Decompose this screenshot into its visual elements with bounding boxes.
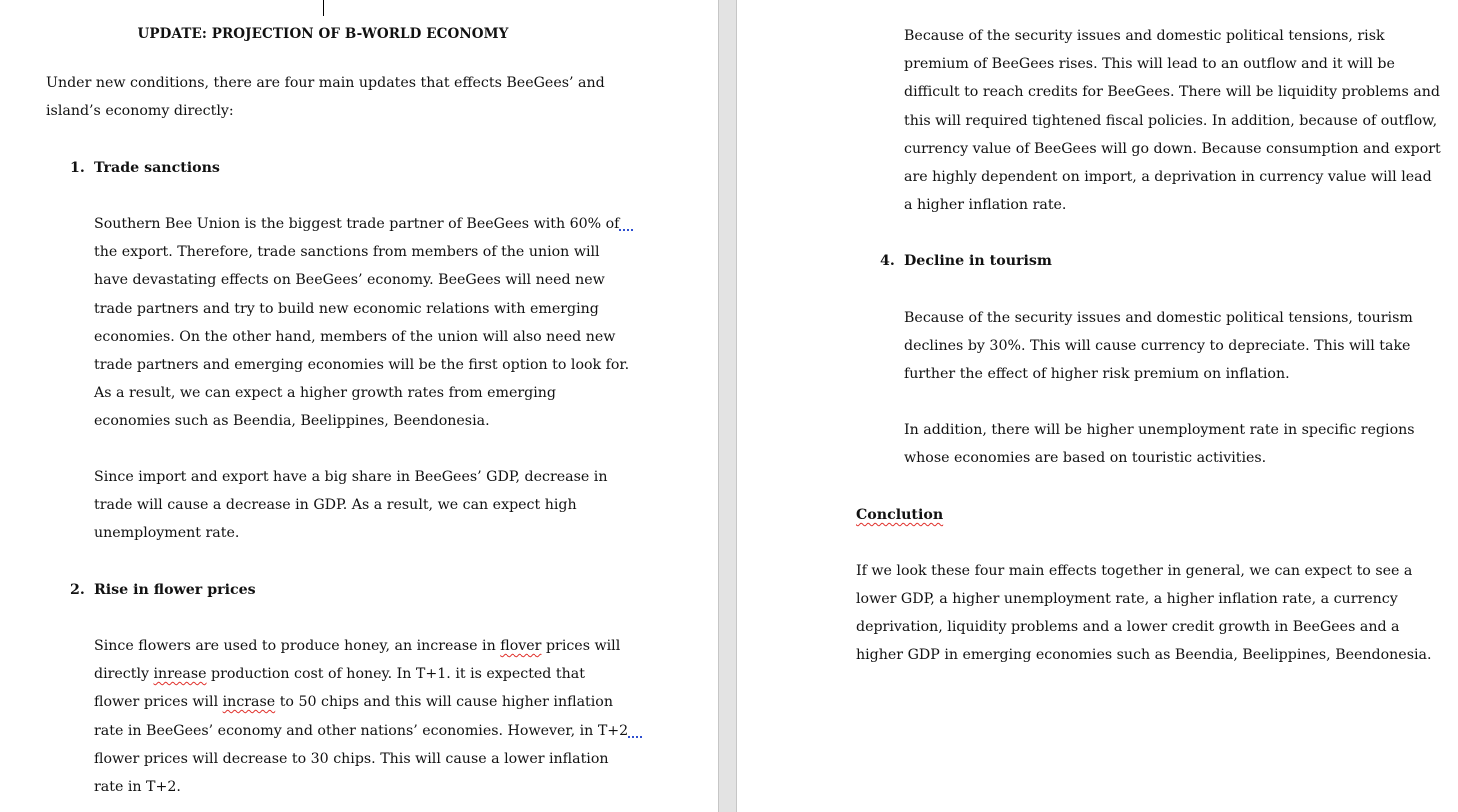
paragraph-line: Since import and export have a big share in BeeGees’ GDP, decrease in [94,469,608,485]
conclusion-line: higher GDP in emerging economies such as Beendia, Beelippines, Beendonesia. [856,647,1432,663]
paragraph-line: trade partners and emerging economies will be the first option to look for. [94,357,630,373]
misspelled-word[interactable]: flover [500,638,542,654]
paragraph-line: directly inrease production cost of honey. In T+1. it is expected that [94,666,585,682]
paragraph-line: rate in T+2. [94,779,181,795]
paragraph-line: Since flowers are used to produce honey, an increase in flover prices will [94,638,621,654]
section-number: 1. [70,160,85,176]
grammar-flag-marker[interactable] [619,223,633,231]
conclusion-line: lower GDP, a higher unemployment rate, a higher inflation rate, a currency [856,591,1398,607]
grammar-flag-marker[interactable] [628,730,642,738]
paragraph-line: are highly dependent on import, a deprivation in currency value will lead [904,169,1432,185]
section-heading-trade-sanctions: Trade sanctions [94,160,220,176]
conclusion-heading [856,505,943,525]
section-heading-rise-in-flower-prices: Rise in flower prices [94,582,256,598]
paragraph-line: unemployment rate. [94,525,240,541]
paragraph-line: trade partners and try to build new economic relations with emerging [94,301,599,317]
paragraph-line: the export. Therefore, trade sanctions from members of the union will [94,244,600,260]
misspelled-word[interactable]: inrease [153,666,207,682]
document-title: UPDATE: PROJECTION OF B-WORLD ECONOMY [137,26,509,42]
paragraph-line: Because of the security issues and domestic political tensions, risk [904,28,1385,44]
text-segment: rate in BeeGees’ economy and other nations’ economies. However, in T+2 [94,723,629,739]
paragraph-line: economies such as Beendia, Beelippines, Beendonesia. [94,413,490,429]
text-segment: Southern Bee Union is the biggest trade partner of BeeGees with 60% of [94,216,620,232]
paragraph-line: a higher inflation rate. [904,197,1067,213]
paragraph-line: Because of the security issues and domestic political tensions, tourism [904,310,1413,326]
paragraph-line: have devastating effects on BeeGees’ economy. BeeGees will need new [94,272,605,288]
conclusion-line: If we look these four main effects together in general, we can expect to see a [856,563,1413,579]
paragraph-line: As a result, we can expect a higher growth rates from emerging [94,385,556,401]
text-cursor [323,0,324,16]
paragraph-line [94,214,633,234]
paragraph-line: further the effect of higher risk premium on inflation. [904,366,1290,382]
document-page-right[interactable] [737,0,1458,812]
paragraph-line: flower prices will incrase to 50 chips and this will cause higher inflation [94,694,613,710]
conclusion-line: deprivation, liquidity problems and a lower credit growth in BeeGees and a [856,619,1400,635]
paragraph-line: this will required tightened fiscal policies. In addition, because of outflow, [904,113,1438,129]
page-gutter [718,0,737,812]
intro-line: Under new conditions, there are four main updates that effects BeeGees’ and [46,75,605,91]
misspelled-word[interactable]: incrase [222,694,276,710]
section-heading-decline-in-tourism: Decline in tourism [904,253,1052,269]
paragraph-line: flower prices will decrease to 30 chips. This will cause a lower inflation [94,751,609,767]
paragraph-line: whose economies are based on touristic activities. [904,450,1267,466]
misspelled-word[interactable]: Conclution [856,507,944,523]
paragraph-line: difficult to reach credits for BeeGees. There will be liquidity problems and [904,84,1440,100]
intro-line: island’s economy directly: [46,103,234,119]
paragraph-line: economies. On the other hand, members of the union will also need new [94,329,616,345]
section-number: 4. [880,253,895,269]
paragraph-line: In addition, there will be higher unemployment rate in specific regions [904,422,1415,438]
paragraph-line: trade will cause a decrease in GDP. As a result, we can expect high [94,497,577,513]
section-number: 2. [70,582,85,598]
paragraph-line [94,721,642,741]
paragraph-line: currency value of BeeGees will go down. Because consumption and export [904,141,1441,157]
paragraph-line: premium of BeeGees rises. This will lead to an outflow and it will be [904,56,1395,72]
document-page-left[interactable] [0,0,718,812]
paragraph-line: declines by 30%. This will cause currency to depreciate. This will take [904,338,1411,354]
